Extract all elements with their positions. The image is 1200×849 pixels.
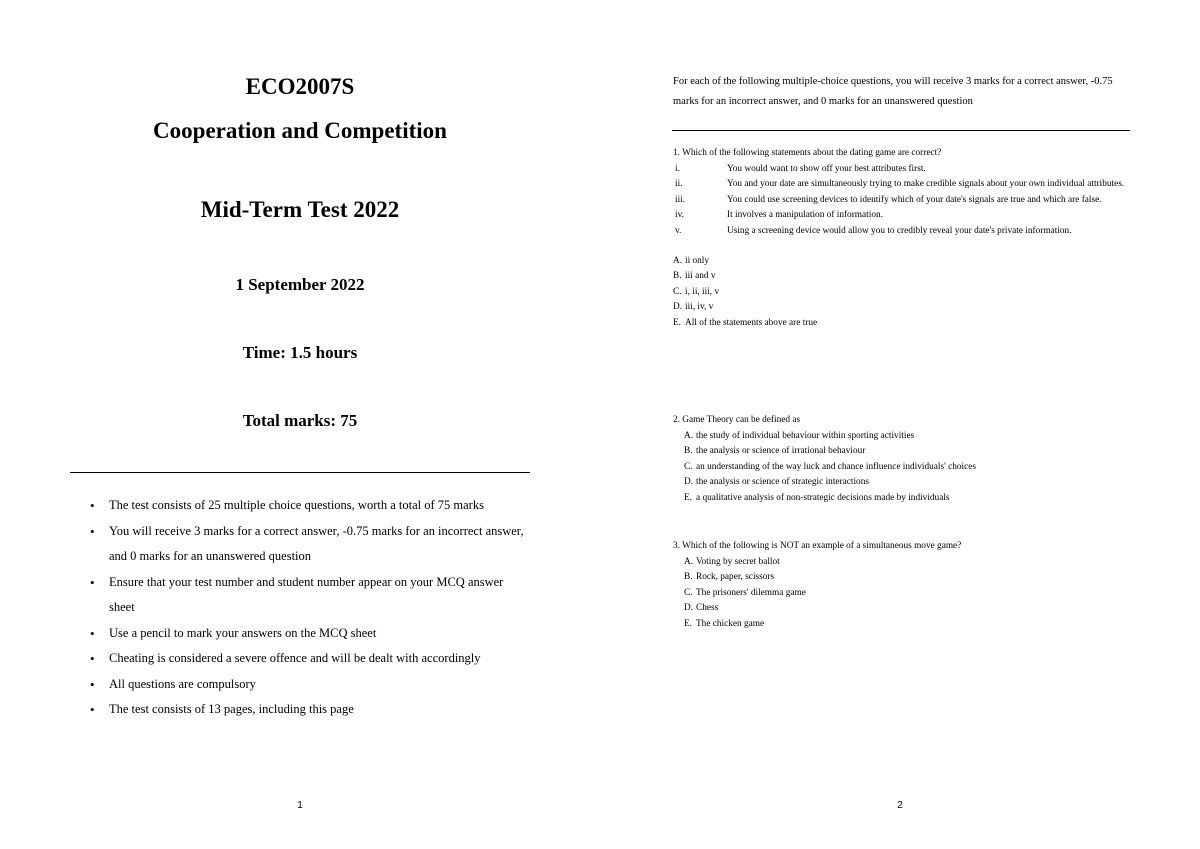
answer-option <box>673 316 1133 332</box>
instruction-item: • Cheating is considered a severe offence and will be dealt with accordingly <box>90 646 530 672</box>
statement-list <box>673 162 1133 240</box>
answer-option <box>684 491 1133 507</box>
questions-page <box>600 0 1200 849</box>
question-3 <box>673 539 1133 633</box>
option-text: The chicken game <box>696 618 765 629</box>
statement-text: You would want to show off your best attributes first. <box>727 163 926 174</box>
spacer <box>673 240 1133 254</box>
answer-option <box>673 285 1133 301</box>
answer-option <box>684 475 1133 491</box>
page-number: 1 <box>297 800 303 811</box>
page-number: 2 <box>897 800 903 811</box>
option-text: Chess <box>696 603 719 614</box>
option-letter: E. <box>684 492 693 503</box>
answer-option <box>684 429 1133 445</box>
option-text: The prisoners' dilemma game <box>696 587 806 598</box>
option-text: a qualitative analysis of non-strategic decisions made by individuals <box>696 492 950 503</box>
answer-options <box>673 429 1133 507</box>
option-letter: E. <box>673 317 682 328</box>
divider-rule <box>672 130 1130 131</box>
statement-item <box>673 224 1133 240</box>
instruction-item: • The test consists of 25 multiple choice questions, worth a total of 75 marks <box>90 493 530 519</box>
option-letter: D. <box>684 603 694 614</box>
instruction-item: • You will receive 3 marks for a correct answer, -0.75 marks for an incorrect answer, and 0 marks for an unanswered question <box>90 519 530 570</box>
question-stem: 2. Game Theory can be defined as <box>673 415 801 425</box>
option-text: Rock, paper, scissors <box>696 572 775 583</box>
statement-numeral: iv. <box>675 210 684 221</box>
instruction-item: • All questions are compulsory <box>90 672 530 698</box>
course-name: Cooperation and Competition <box>153 118 447 143</box>
option-text: an understanding of the way luck and chance influence individuals' choices <box>696 461 976 472</box>
statement-numeral: ii. <box>675 179 683 190</box>
option-text: All of the statements above are true <box>685 317 818 328</box>
test-title: Mid-Term Test 2022 <box>200 197 400 222</box>
instruction-item: • Ensure that your test number and student number appear on your MCQ answer sheet <box>90 570 530 621</box>
statement-item <box>673 177 1133 193</box>
option-letter: A. <box>684 556 694 567</box>
answer-option <box>684 444 1133 460</box>
question-stem: 1. Which of the following statements about the dating game are correct? <box>673 148 942 158</box>
statement-item <box>673 193 1133 209</box>
question-stem: 3. Which of the following is NOT an example of a simultaneous move game? <box>673 541 962 551</box>
option-letter: B. <box>684 446 693 457</box>
answer-option <box>684 601 1133 617</box>
option-text: i, ii, iii, v <box>685 286 720 297</box>
answer-option <box>684 617 1133 633</box>
option-letter: C. <box>684 587 693 598</box>
option-letter: B. <box>684 572 693 583</box>
option-letter: D. <box>684 477 694 488</box>
statement-numeral: iii. <box>675 194 686 205</box>
answer-option <box>684 570 1133 586</box>
question-1 <box>673 146 1133 332</box>
option-letter: B. <box>673 271 682 282</box>
option-text: iii and v <box>685 271 716 282</box>
option-letter: A. <box>684 430 694 441</box>
answer-option <box>684 460 1133 476</box>
test-duration: Time: 1.5 hours <box>242 343 358 362</box>
answer-option <box>684 555 1133 571</box>
option-text: iii, iv, v <box>685 302 714 313</box>
mcq-instructions: For each of the following multiple-choice questions, you will receive 3 marks for a correct answer, -0.75 marks for an incorrect answer, and 0 marks for an unanswered question <box>673 76 1113 107</box>
statement-text: You and your date are simultaneously trying to make credible signals about your own individual attributes. <box>727 179 1125 190</box>
course-code: ECO2007S <box>245 74 355 99</box>
statement-numeral: i. <box>675 163 680 174</box>
divider-rule <box>70 472 530 473</box>
option-text: the study of individual behaviour within sporting activities <box>696 430 915 441</box>
statement-item <box>673 208 1133 224</box>
option-letter: E. <box>684 618 693 629</box>
instruction-item: • The test consists of 13 pages, including this page <box>90 697 530 723</box>
statement-item <box>673 162 1133 178</box>
option-text: ii only <box>685 255 710 266</box>
answer-option <box>673 300 1133 316</box>
statement-text: It involves a manipulation of information. <box>727 210 883 221</box>
test-date: 1 September 2022 <box>235 275 365 294</box>
option-letter: C. <box>684 461 693 472</box>
statement-text: You could use screening devices to identify which of your date's signals are true and which are false. <box>727 194 1102 205</box>
question-2 <box>673 413 1133 507</box>
answer-option <box>673 269 1133 285</box>
option-text: the analysis or science of irrational behaviour <box>696 446 866 457</box>
option-text: the analysis or science of strategic interactions <box>696 477 869 488</box>
option-text: Voting by secret ballot <box>696 556 780 567</box>
total-marks: Total marks: 75 <box>242 411 358 430</box>
option-letter: A. <box>673 255 683 266</box>
option-letter: C. <box>673 286 682 297</box>
statement-text: Using a screening device would allow you to credibly reveal your date's private information. <box>727 225 1072 236</box>
answer-options <box>673 254 1133 332</box>
answer-option <box>684 586 1133 602</box>
instruction-item: • Use a pencil to mark your answers on the MCQ sheet <box>90 621 530 647</box>
option-letter: D. <box>673 302 683 313</box>
statement-numeral: v. <box>675 225 682 236</box>
instructions-list <box>90 493 530 723</box>
answer-options <box>673 555 1133 633</box>
answer-option <box>673 254 1133 270</box>
